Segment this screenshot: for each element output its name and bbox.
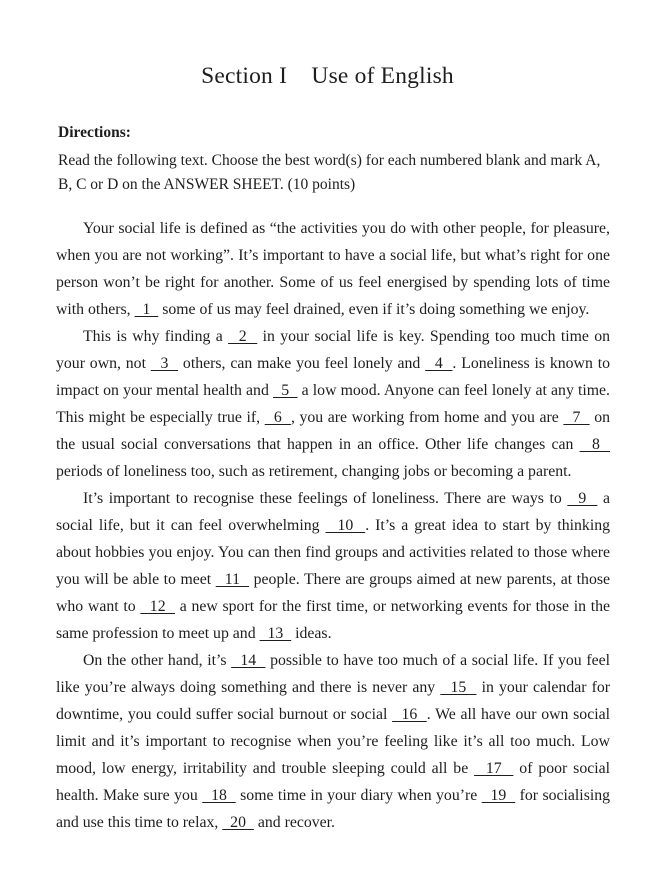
passage-text: of poor social health. Make sure you — [56, 760, 611, 804]
numbered-blank: 4 — [425, 355, 453, 372]
passage-text: people. There are groups aimed at new parents, at those who want to — [56, 571, 610, 615]
numbered-blank: 12 — [140, 598, 176, 615]
numbered-blank: 2 — [228, 328, 258, 345]
numbered-blank: 1 — [134, 301, 159, 318]
numbered-blank: 18 — [202, 787, 236, 804]
passage-text: possible to have too much of a social life. If you feel like you’re always doing something and there is never any — [56, 652, 611, 696]
passage-text: some of us may feel drained, even if it’s doing something we enjoy. — [158, 301, 590, 318]
passage-text: a social life, but it can feel overwhelming — [56, 490, 610, 534]
passage-text: . We all have our own social limit and it’s important to recognise when you’re feeling like it’s all too much. Low mood, low energy, irritability and trouble sleeping could all be — [56, 706, 611, 777]
passage-text: . It’s a great idea to start by thinking about hobbies you enjoy. You can then find groups and activities related to those where you will be able to meet — [56, 517, 611, 588]
passage-paragraph — [56, 485, 610, 647]
passage-text: for socialising and use this time to relax, — [56, 787, 611, 831]
directions-text: Read the following text. Choose the best word(s) for each numbered blank and mark A, B, C or D on the ANSWER SHEET. (10 points) — [58, 152, 601, 193]
numbered-blank: 10 — [325, 517, 366, 534]
numbered-blank: 17 — [474, 760, 514, 777]
numbered-blank: 3 — [150, 355, 179, 372]
reading-passage — [56, 215, 610, 836]
numbered-blank: 20 — [222, 814, 254, 831]
numbered-blank: 9 — [567, 490, 598, 507]
passage-text: in your social life is key. Spending too much time on your own, not — [56, 328, 611, 372]
passage-paragraph — [56, 215, 610, 323]
numbered-blank: 7 — [563, 409, 590, 426]
passage-text: . Loneliness is known to impact on your mental health and — [56, 355, 610, 399]
passage-text: in your calendar for downtime, you could suffer social burnout or social — [56, 679, 611, 723]
passage-paragraph — [56, 647, 610, 836]
numbered-blank: 13 — [259, 625, 292, 642]
numbered-blank: 16 — [392, 706, 427, 723]
passage-text: a new sport for the first time, or networking events for those in the same profession to meet up and — [56, 598, 611, 642]
numbered-blank: 14 — [231, 652, 266, 669]
passage-text: On the other hand, it’s — [83, 652, 232, 669]
passage-text: some time in your diary when you’re — [235, 787, 482, 804]
passage-text: , you are working from home and you are — [290, 409, 564, 426]
numbered-blank: 5 — [273, 382, 298, 399]
passage-text: a low mood. Anyone can feel lonely at any time. This might be especially true if, — [56, 382, 611, 426]
directions-heading: Directions: — [58, 124, 131, 141]
numbered-blank: 19 — [481, 787, 516, 804]
passage-text: Your social life is defined as “the activities you do with other people, for pleasure, when you are not working”. It’s important to have a social life, but what’s right for one person won’t be right for another. Some of us feel energised by spending lots of time with others, — [56, 220, 610, 318]
passage-text: It’s important to recognise these feelings of loneliness. There are ways to — [83, 490, 568, 507]
numbered-blank: 6 — [264, 409, 291, 426]
passage-text: ideas. — [291, 625, 332, 642]
passage-text: periods of loneliness too, such as retirement, changing jobs or becoming a parent. — [56, 463, 572, 480]
passage-paragraph — [56, 323, 610, 485]
numbered-blank: 8 — [579, 436, 610, 453]
passage-text: others, can make you feel lonely and — [178, 355, 426, 372]
passage-text: This is why finding a — [83, 328, 229, 345]
numbered-blank: 15 — [440, 679, 477, 696]
passage-text: and recover. — [253, 814, 336, 831]
numbered-blank: 11 — [215, 571, 250, 588]
passage-text: on the usual social conversations that happen in an office. Other life changes can — [56, 409, 611, 453]
section-title: Section I Use of English — [201, 63, 454, 89]
